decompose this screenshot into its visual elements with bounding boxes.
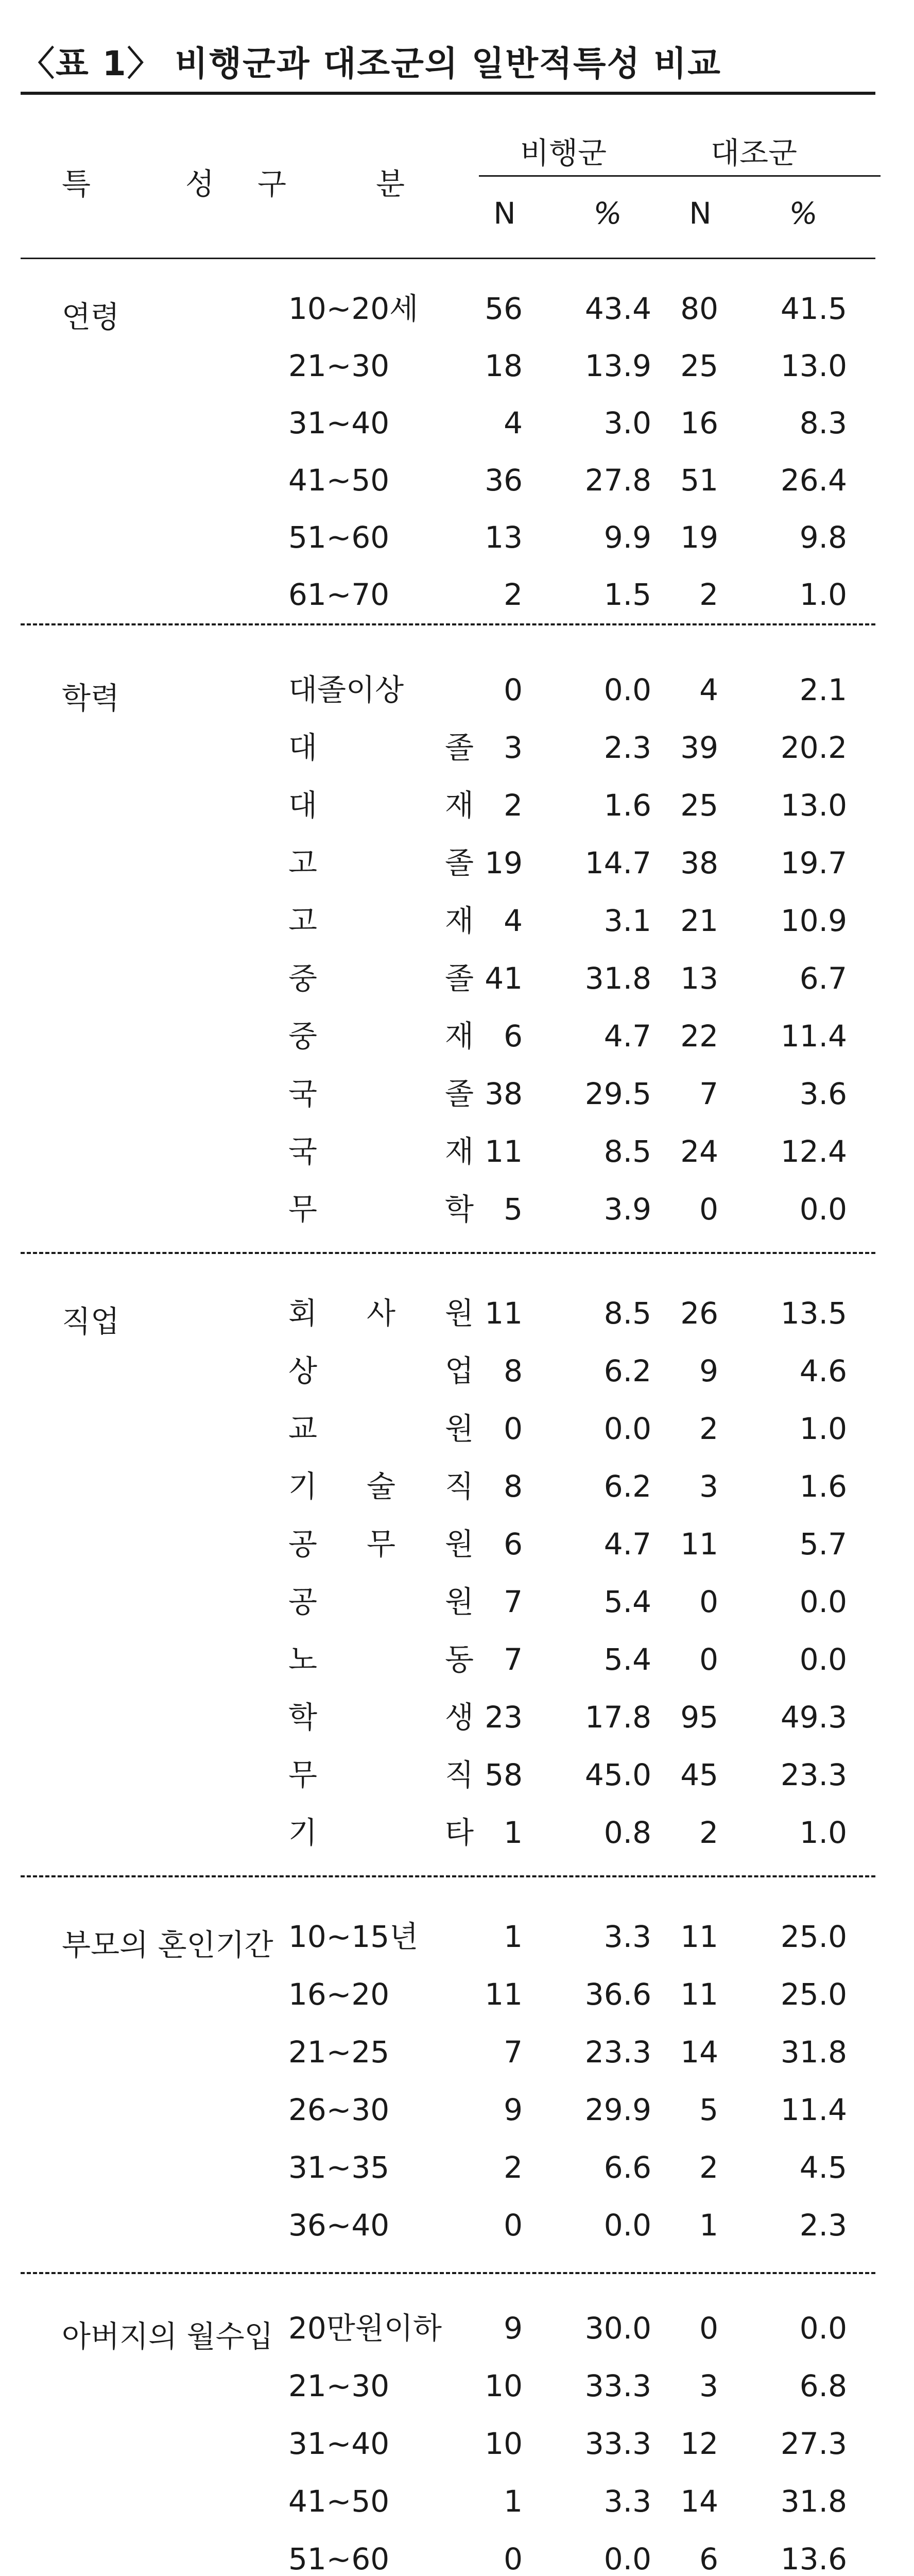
cell-p1: 9.9 — [603, 520, 651, 555]
row-label: 공 원 — [288, 1584, 474, 1619]
section-rule — [21, 1252, 875, 1254]
cell-n2: 13 — [680, 961, 718, 996]
cell-p1: 17.8 — [584, 1700, 651, 1735]
cell-n2: 0 — [699, 2311, 718, 2346]
cell-p1: 23.3 — [584, 2035, 651, 2070]
cell-n1: 0 — [504, 1411, 523, 1446]
cell-p2: 3.6 — [799, 1076, 847, 1111]
cell-n2: 9 — [699, 1353, 718, 1388]
cell-n1: 56 — [485, 291, 523, 326]
section-label: 아버지의 월수입 — [62, 2319, 273, 2354]
cell-p1: 5.4 — [603, 1584, 651, 1619]
cell-n2: 0 — [699, 1192, 718, 1227]
cell-p1: 33.3 — [584, 2426, 651, 2461]
cell-p2: 13.6 — [780, 2541, 847, 2576]
row-label: 국 재 — [288, 1134, 474, 1169]
header-n-delinquent: N — [493, 196, 516, 231]
cell-n2: 1 — [699, 2208, 718, 2243]
cell-n2: 4 — [699, 672, 718, 707]
cell-n1: 7 — [504, 2035, 523, 2070]
cell-p2: 11.4 — [780, 1019, 847, 1054]
cell-p2: 20.2 — [780, 730, 847, 765]
cell-p2: 2.1 — [799, 672, 847, 707]
cell-p1: 1.6 — [603, 788, 651, 823]
cell-n2: 2 — [699, 2150, 718, 2185]
row-label: 무 직 — [288, 1757, 474, 1792]
row-label: 31~35 — [288, 2150, 390, 2185]
cell-n1: 2 — [504, 788, 523, 823]
cell-n2: 51 — [680, 463, 718, 498]
cell-n1: 0 — [504, 2541, 523, 2576]
cell-p2: 0.0 — [799, 1642, 847, 1677]
row-label: 31~40 — [288, 405, 390, 440]
cell-n1: 1 — [504, 1815, 523, 1850]
cell-p1: 3.3 — [603, 1919, 651, 1954]
header-stub-1: 특 — [62, 166, 91, 201]
cell-p2: 8.3 — [799, 405, 847, 440]
row-label: 21~30 — [288, 2368, 390, 2403]
header-group-delinquent: 비행군 — [520, 135, 607, 171]
cell-n2: 12 — [680, 2426, 718, 2461]
cell-p1: 0.0 — [603, 672, 651, 707]
cell-n1: 0 — [504, 672, 523, 707]
cell-n1: 8 — [504, 1469, 523, 1504]
cell-p2: 25.0 — [780, 1919, 847, 1954]
row-label: 10~15년 — [288, 1919, 419, 1954]
row-label: 31~40 — [288, 2426, 390, 2461]
row-label: 16~20 — [288, 1977, 390, 2012]
header-stub-3: 구 — [257, 166, 287, 201]
section-label: 직업 — [62, 1304, 120, 1339]
cell-p1: 14.7 — [584, 845, 651, 880]
cell-p1: 8.5 — [603, 1134, 651, 1169]
cell-n1: 36 — [485, 463, 523, 498]
cell-p2: 13.0 — [780, 788, 847, 823]
cell-p2: 41.5 — [780, 291, 847, 326]
cell-p2: 10.9 — [780, 903, 847, 938]
cell-n2: 0 — [699, 1584, 718, 1619]
cell-n2: 25 — [680, 348, 718, 383]
cell-n1: 41 — [485, 961, 523, 996]
header-group-rule — [479, 175, 881, 177]
cell-p2: 5.7 — [799, 1527, 847, 1562]
cell-n2: 95 — [680, 1700, 718, 1735]
cell-p2: 25.0 — [780, 1977, 847, 2012]
cell-n1: 3 — [504, 730, 523, 765]
cell-n1: 8 — [504, 1353, 523, 1388]
cell-n2: 11 — [680, 1977, 718, 2012]
row-label: 중 재 — [288, 1019, 474, 1054]
cell-p1: 45.0 — [584, 1757, 651, 1792]
cell-n2: 14 — [680, 2035, 718, 2070]
cell-p1: 29.9 — [584, 2092, 651, 2127]
cell-n2: 22 — [680, 1019, 718, 1054]
row-label: 기 술 직 — [288, 1469, 474, 1504]
cell-p1: 1.5 — [603, 577, 651, 612]
cell-p1: 29.5 — [584, 1076, 651, 1111]
cell-n2: 24 — [680, 1134, 718, 1169]
cell-p1: 27.8 — [584, 463, 651, 498]
cell-p1: 2.3 — [603, 730, 651, 765]
section-label: 부모의 혼인기간 — [62, 1927, 273, 1962]
row-label: 기 타 — [288, 1815, 474, 1850]
header-group-control: 대조군 — [711, 135, 798, 171]
cell-n2: 21 — [680, 903, 718, 938]
cell-p2: 0.0 — [799, 2311, 847, 2346]
cell-n2: 25 — [680, 788, 718, 823]
row-label: 중 졸 — [288, 961, 474, 996]
cell-n2: 16 — [680, 405, 718, 440]
cell-p1: 36.6 — [584, 1977, 651, 2012]
row-label: 36~40 — [288, 2208, 390, 2243]
cell-n2: 5 — [699, 2092, 718, 2127]
cell-p1: 0.0 — [603, 1411, 651, 1446]
cell-n1: 6 — [504, 1527, 523, 1562]
cell-p2: 11.4 — [780, 2092, 847, 2127]
cell-n1: 4 — [504, 903, 523, 938]
header-stub-4: 분 — [376, 166, 405, 201]
cell-n2: 80 — [680, 291, 718, 326]
cell-n1: 2 — [504, 577, 523, 612]
cell-p1: 13.9 — [584, 348, 651, 383]
cell-p2: 26.4 — [780, 463, 847, 498]
cell-n1: 18 — [485, 348, 523, 383]
row-label: 41~50 — [288, 2484, 390, 2519]
cell-n1: 10 — [485, 2368, 523, 2403]
cell-n1: 58 — [485, 1757, 523, 1792]
cell-p1: 5.4 — [603, 1642, 651, 1677]
cell-n2: 6 — [699, 2541, 718, 2576]
cell-p1: 3.3 — [603, 2484, 651, 2519]
cell-p2: 0.0 — [799, 1192, 847, 1227]
cell-p2: 6.8 — [799, 2368, 847, 2403]
row-label: 대 재 — [288, 788, 474, 823]
cell-n2: 7 — [699, 1076, 718, 1111]
cell-n2: 26 — [680, 1296, 718, 1331]
cell-n2: 11 — [680, 1527, 718, 1562]
cell-p1: 0.0 — [603, 2208, 651, 2243]
cell-p2: 1.0 — [799, 1411, 847, 1446]
header-stub-2: 성 — [185, 166, 215, 201]
cell-p1: 30.0 — [584, 2311, 651, 2346]
cell-n2: 45 — [680, 1757, 718, 1792]
cell-p2: 27.3 — [780, 2426, 847, 2461]
row-label: 61~70 — [288, 577, 390, 612]
cell-n1: 11 — [485, 1296, 523, 1331]
table-caption: 〈표 1〉 비행군과 대조군의 일반적특성 비교 — [21, 44, 721, 83]
row-label: 41~50 — [288, 463, 390, 498]
cell-p2: 0.0 — [799, 1584, 847, 1619]
row-label: 21~25 — [288, 2035, 390, 2070]
header-n-control: N — [689, 196, 712, 231]
row-label: 20만원이하 — [288, 2311, 442, 2346]
cell-n2: 0 — [699, 1642, 718, 1677]
cell-p1: 3.9 — [603, 1192, 651, 1227]
cell-p2: 12.4 — [780, 1134, 847, 1169]
section-label: 연령 — [62, 299, 120, 334]
cell-p1: 8.5 — [603, 1296, 651, 1331]
header-rule — [21, 258, 875, 259]
cell-n1: 11 — [485, 1134, 523, 1169]
row-label: 고 재 — [288, 903, 474, 938]
cell-n1: 13 — [485, 520, 523, 555]
cell-p2: 19.7 — [780, 845, 847, 880]
cell-n2: 3 — [699, 2368, 718, 2403]
cell-n1: 19 — [485, 845, 523, 880]
cell-p1: 4.7 — [603, 1019, 651, 1054]
cell-n1: 10 — [485, 2426, 523, 2461]
cell-n2: 3 — [699, 1469, 718, 1504]
row-label: 회 사 원 — [288, 1296, 474, 1331]
cell-p2: 1.0 — [799, 577, 847, 612]
cell-p2: 23.3 — [780, 1757, 847, 1792]
cell-p1: 0.8 — [603, 1815, 651, 1850]
cell-n1: 11 — [485, 1977, 523, 2012]
cell-p1: 3.0 — [603, 405, 651, 440]
row-label: 26~30 — [288, 2092, 390, 2127]
row-label: 대졸이상 — [288, 672, 404, 707]
cell-p2: 4.6 — [799, 1353, 847, 1388]
cell-n1: 1 — [504, 2484, 523, 2519]
cell-n1: 4 — [504, 405, 523, 440]
cell-p2: 1.0 — [799, 1815, 847, 1850]
cell-p1: 33.3 — [584, 2368, 651, 2403]
row-label: 51~60 — [288, 520, 390, 555]
cell-n1: 7 — [504, 1584, 523, 1619]
cell-n1: 38 — [485, 1076, 523, 1111]
cell-n1: 6 — [504, 1019, 523, 1054]
section-rule — [21, 1875, 875, 1877]
row-label: 국 졸 — [288, 1076, 474, 1111]
cell-n1: 23 — [485, 1700, 523, 1735]
cell-n2: 2 — [699, 1815, 718, 1850]
cell-p2: 31.8 — [780, 2484, 847, 2519]
header-pct-control: % — [789, 196, 818, 231]
row-label: 대 졸 — [288, 730, 474, 765]
cell-p1: 3.1 — [603, 903, 651, 938]
cell-n1: 1 — [504, 1919, 523, 1954]
cell-p2: 49.3 — [780, 1700, 847, 1735]
cell-n1: 5 — [504, 1192, 523, 1227]
cell-n2: 11 — [680, 1919, 718, 1954]
cell-p2: 4.5 — [799, 2150, 847, 2185]
cell-n2: 38 — [680, 845, 718, 880]
section-label: 학력 — [62, 681, 120, 716]
cell-n1: 7 — [504, 1642, 523, 1677]
cell-n1: 0 — [504, 2208, 523, 2243]
cell-n2: 2 — [699, 1411, 718, 1446]
cell-p1: 4.7 — [603, 1527, 651, 1562]
cell-p1: 6.2 — [603, 1353, 651, 1388]
cell-n1: 9 — [504, 2311, 523, 2346]
cell-p1: 43.4 — [584, 291, 651, 326]
cell-n1: 9 — [504, 2092, 523, 2127]
row-label: 상 업 — [288, 1353, 474, 1388]
cell-p2: 9.8 — [799, 520, 847, 555]
cell-p1: 0.0 — [603, 2541, 651, 2576]
cell-n2: 39 — [680, 730, 718, 765]
row-label: 21~30 — [288, 348, 390, 383]
cell-p2: 1.6 — [799, 1469, 847, 1504]
cell-p1: 6.2 — [603, 1469, 651, 1504]
row-label: 공 무 원 — [288, 1527, 474, 1562]
top-rule — [21, 92, 875, 95]
section-rule — [21, 2272, 875, 2274]
row-label: 학 생 — [288, 1700, 474, 1735]
cell-p1: 6.6 — [603, 2150, 651, 2185]
cell-n2: 19 — [680, 520, 718, 555]
cell-n1: 2 — [504, 2150, 523, 2185]
cell-p2: 13.5 — [780, 1296, 847, 1331]
cell-p2: 31.8 — [780, 2035, 847, 2070]
cell-p2: 6.7 — [799, 961, 847, 996]
row-label: 10~20세 — [288, 291, 419, 326]
row-label: 무 학 — [288, 1192, 474, 1227]
cell-p1: 31.8 — [584, 961, 651, 996]
section-rule — [21, 623, 875, 625]
cell-n2: 2 — [699, 577, 718, 612]
header-pct-delinquent: % — [593, 196, 622, 231]
row-label: 51~60 — [288, 2541, 390, 2576]
row-label: 고 졸 — [288, 845, 474, 880]
cell-p2: 2.3 — [799, 2208, 847, 2243]
cell-n2: 14 — [680, 2484, 718, 2519]
row-label: 교 원 — [288, 1411, 474, 1446]
row-label: 노 동 — [288, 1642, 474, 1677]
cell-p2: 13.0 — [780, 348, 847, 383]
